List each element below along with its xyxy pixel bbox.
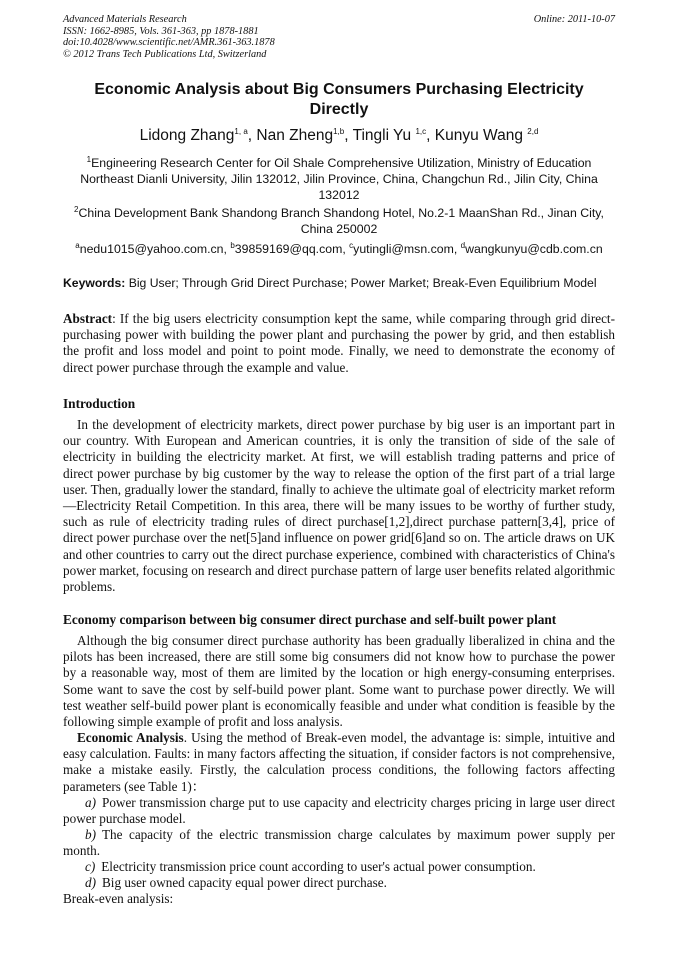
journal-name: Advanced Materials Research — [63, 14, 187, 25]
intro-heading: Introduction — [63, 396, 136, 411]
affiliation-1 — [66, 155, 612, 203]
author-sup: 2,d — [527, 126, 539, 136]
paper-title: Economic Analysis about Big Consumers Purchasing Electricity Directly — [94, 81, 584, 118]
abstract-label: Abstract — [63, 311, 113, 326]
copyright-line: © 2012 Trans Tech Publications Ltd, Switzerland — [63, 48, 267, 60]
list-item-mark: c) — [85, 859, 96, 874]
affiliation-2 — [66, 205, 612, 237]
list-item-mark: b) — [85, 827, 96, 842]
list-item-text: Power transmission charge put to use capacity and electricity charges pricing in large user direct power purchase model. — [63, 795, 615, 827]
econ-paragraph-2-label: Economic Analysis — [77, 730, 184, 745]
intro-text: In the development of electricity markets, direct power purchase by big user is an important part in our country. With European and American countries, it is only the transition of side of the sale of electricity in building the electricity market. At first, we will establish trading patterns and price of direct power purchase by big customer by the way to release the option of the first part of a trial large user. Then, gradually lower the standard, finally to achieve the ultimate goal of electricity market reform—Electricity Retail Competition. In this area, there will be many issues to be worthy of further study, such as rule of electricity trading rules of direct purchase[1,2],direct purchase pattern[3,4], price of direct power purchase over the net[5]and influence on power grid[6]and so on. The article draws on UK and other countries to carry out the direct purchase experience, combined with characteristics of China's power market, focusing on research and direct purchase pattern of large user benefits related algorithmic problems. — [63, 417, 615, 595]
econ-paragraph-2-text: . Using the method of Break-even model, the advantage is: simple, intuitive and easy calculation. Faults: in many factors affecting the situation, if consider factors is not comprehensive, make a mistake easily. Firstly, the calculation process conditions, the following factors affecting parameters (see Table 1)： — [63, 730, 615, 794]
list-item — [63, 795, 615, 827]
email-sup: b — [230, 240, 235, 250]
abstract — [63, 311, 615, 376]
list-item — [63, 875, 615, 891]
keywords — [63, 276, 615, 290]
breakeven-label: Break-even analysis: — [63, 891, 174, 906]
abstract-text: : If the big users electricity consumption kept the same, while comparing through grid direct-purchasing power with building the power plant and purchasing the power by grid, and then establish the profit and loss model and point to point mode. Finally, we need to demonstrate the economy of direct power purchase through the example and value. — [63, 311, 615, 375]
email-sup: a — [75, 240, 80, 250]
list-item-mark: a) — [85, 795, 96, 810]
email[interactable]: yutingli@msn.com — [353, 242, 454, 256]
affiliation-text: China Development Bank Shandong Branch Shandong Hotel, No.2-1 MaanShan Rd., Jinan City, China 250002 — [78, 206, 604, 236]
author-list: Lidong Zhang$^{1, a}$, Nan Zheng$^{1,b}$, Tingli Yu $^{1,c}$, Kunyu Wang $^{2,d}$ — [139, 126, 539, 144]
email[interactable]: wangkunyu@cdb.com.cn — [465, 242, 603, 256]
keywords-text: Big User; Through Grid Direct Purchase; Power Market; Break-Even Equilibrium Model — [128, 276, 597, 290]
affiliation-sup: 2 — [74, 204, 79, 214]
list-item-mark: d) — [85, 875, 96, 890]
econ-paragraph-1: Although the big consumer direct purchase authority has been gradually liberalized in china and the pilots has been increased, there are still some big consumers did not know how to purchase the power by a reasonable way, most of them are limited by the location or high energy-consuming enterprises. Some want to save the cost by self-build power plant. Some want to purchase power directly. We will test weather self-build power plant is economically feasible and under what condition is feasible by the following simple example of profit and loss analysis. — [63, 633, 615, 730]
list-item — [63, 827, 615, 859]
list-item — [63, 859, 615, 875]
email-sup: d — [460, 240, 466, 250]
list-item-text: Big user owned capacity equal power direct purchase. — [102, 875, 387, 890]
author-name: Tingli Yu — [352, 127, 412, 144]
author-name: Kunyu Wang — [434, 127, 523, 144]
email[interactable]: nedu1015@yahoo.com.cn — [79, 242, 224, 256]
online-date: Online: 2011-10-07 — [533, 14, 615, 25]
list-item-text: The capacity of the electric transmission charge calculates by maximum power supply per month. — [63, 827, 615, 859]
affiliation-text: Engineering Research Center for Oil Shale Comprehensive Utilization, Ministry of Education Northeast Dianli University, Jilin 132012, Jilin Province, China, Changchun Rd., Jilin City, China 132012 — [80, 156, 598, 202]
journal-header — [63, 14, 615, 60]
issn-line: ISSN: 1662-8985, Vols. 361-363, pp 1878-1881 — [63, 25, 259, 37]
affiliation-sup: 1 — [86, 154, 92, 164]
email-sup: c — [349, 240, 354, 250]
doi-line: doi:10.4028/www.scientific.net/AMR.361-363.1878 — [63, 37, 275, 48]
author-sup: 1,b — [333, 126, 345, 136]
author-name: Nan Zheng — [256, 127, 334, 144]
list-item-text: Electricity transmission price count according to user's actual power consumption. — [101, 859, 536, 874]
email-list: $^a$nedu1015@yahoo.com.cn, $^b$39859169@qq.com, $^c$yutingli@msn.com, $^d$wangkunyu@cdb.com.cn — [75, 240, 603, 256]
author-sup: 1, a — [234, 126, 248, 136]
author-sup: 1,c — [415, 126, 427, 136]
author-name: Lidong Zhang — [139, 127, 235, 144]
econ-heading: Economy comparison between big consumer direct purchase and self-built power plant — [63, 612, 557, 627]
econ-paragraph-2 — [63, 730, 615, 795]
keywords-label: Keywords: — [63, 276, 126, 290]
email[interactable]: 39859169@qq.com — [234, 242, 343, 256]
